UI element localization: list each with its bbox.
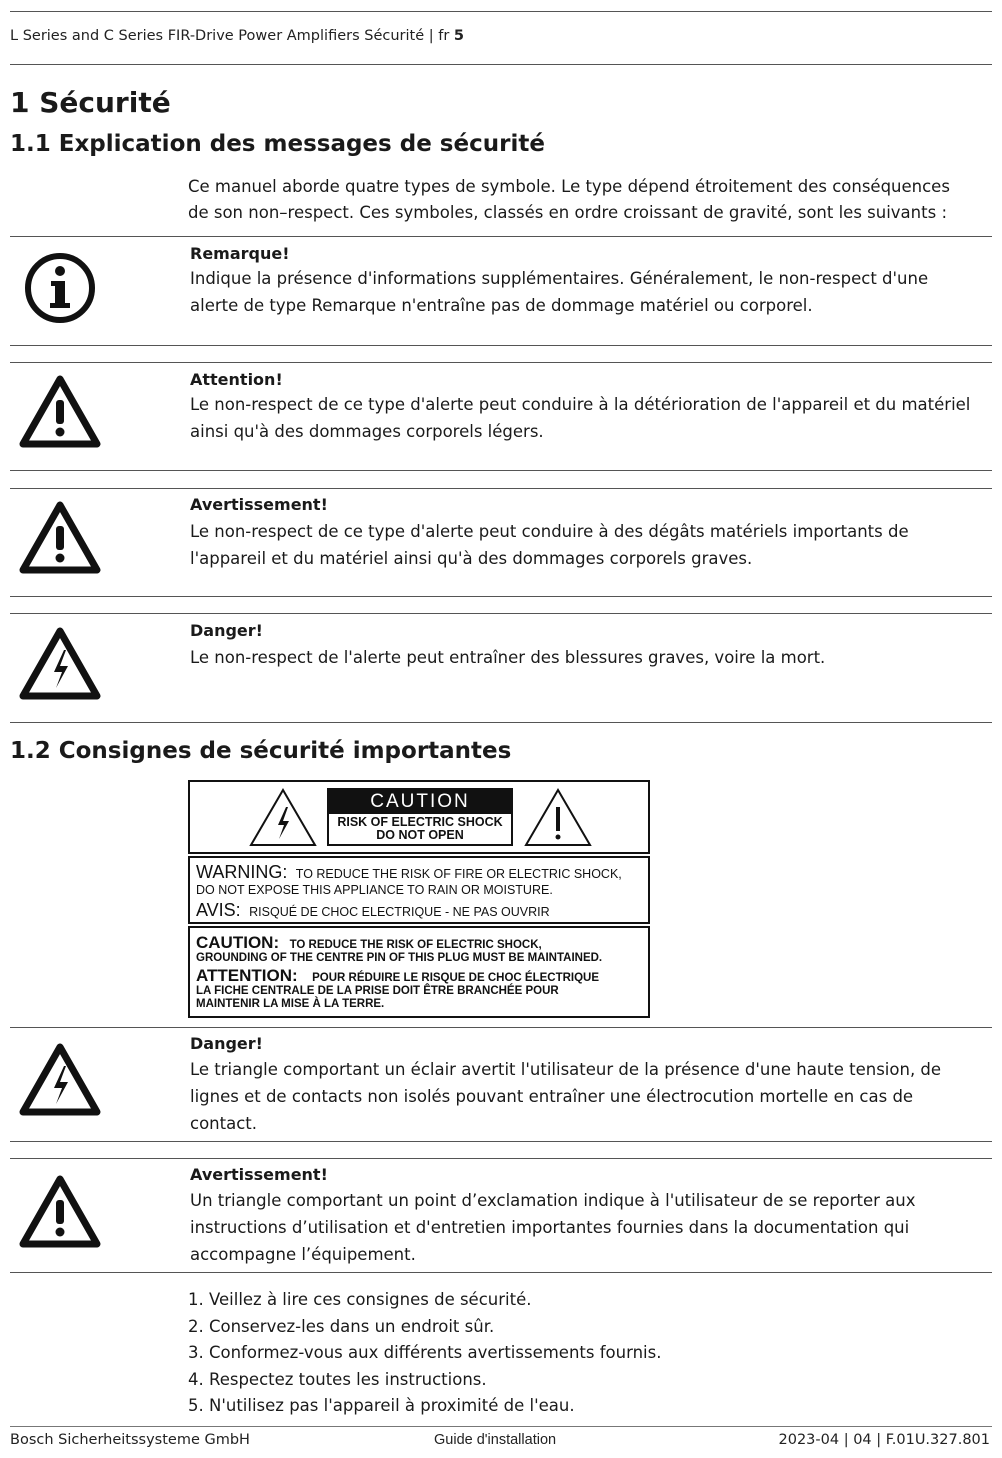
notice-rule [10,1272,992,1273]
notice-line: lignes et de contacts non isolés pouvant entraîner une électrocution mortelle en cas de [190,1087,914,1106]
notice-body [190,644,990,671]
caution-label-warning-box [188,856,650,924]
notice-line: contact. [190,1114,257,1133]
notice-line: Le non-respect de ce type d'alerte peut conduire à la détérioration de l'appareil et du matériel [190,395,971,414]
notice-title: Danger! [190,1034,263,1053]
notice-rule [10,613,992,614]
page-number: 5 [453,28,465,44]
notice-line: instructions d’utilisation et d'entretien importantes fournies dans la documentation qui [190,1218,910,1237]
notice-rule [10,236,992,237]
header-top-rule [10,11,992,12]
warning-triangle-icon [523,787,593,847]
caution-label [188,780,650,1018]
subsection-title: 1.2 Consignes de sécurité importantes [10,738,512,764]
footer-rule [10,1426,992,1427]
caution-badge [327,788,513,846]
notice-rule [10,1141,992,1142]
warning-line [196,862,622,883]
warning-text: DO NOT EXPOSE THIS APPLIANCE TO RAIN OR MOISTURE. [196,883,553,897]
notice-line: alerte de type Remarque n'entraîne pas de dommage matériel ou corporel. [190,296,813,315]
list-item: 2. Conservez-les dans un endroit sûr. [188,1316,495,1336]
notice-title: Danger! [190,621,263,640]
running-header [10,28,464,44]
caution-risk-line: DO NOT OPEN [376,828,464,842]
notice-rule [10,596,992,597]
notice-body [190,1056,990,1137]
electric-shock-icon [18,622,102,706]
header-text: L Series and C Series FIR-Drive Power Amplifiers Sécurité | fr [10,28,450,44]
safety-instructions-list [188,1290,661,1423]
footer-doc-type: Guide d'installation [434,1432,557,1448]
attention-line [196,966,599,986]
avis-line [196,900,550,921]
warning-head: WARNING: [196,862,288,882]
footer-doc-id: 2023-04 | 04 | F.01U.327.801 [778,1432,990,1448]
notice-rule [10,488,992,489]
caution-text: GROUNDING OF THE CENTRE PIN OF THIS PLUG MUST BE MAINTAINED. [196,952,603,964]
avis-text: RISQUÉ DE CHOC ELECTRIQUE - NE PAS OUVRIR [249,905,550,919]
notice-title: Avertissement! [190,495,328,514]
warning-triangle-icon [18,496,102,580]
caution-banner: CAUTION [329,790,511,814]
intro-line: de son non–respect. Ces symboles, classés en ordre croissant de gravité, sont les suivants : [188,203,947,222]
intro-paragraph [188,174,988,226]
notice-line: ainsi qu'à des dommages corporels légers. [190,422,544,441]
caution-head: CAUTION: [196,933,280,952]
electric-shock-icon [18,1038,102,1122]
notice-rule [10,362,992,363]
list-item: 5. N'utilisez pas l'appareil à proximité de l'eau. [188,1396,575,1415]
caution-line [196,933,542,953]
caution-label-top-box [188,780,650,854]
caution-label-ground-box [188,926,650,1018]
notice-line: l'appareil et du matériel ainsi qu'à des dommages corporels graves. [190,549,753,568]
info-icon [18,246,102,330]
warning-triangle-icon [18,1170,102,1254]
attention-text: MAINTENIR LA MISE À LA TERRE. [196,998,385,1010]
attention-text: LA FICHE CENTRALE DE LA PRISE DOIT ÊTRE BRANCHÉE POUR [196,985,559,997]
notice-body [190,391,990,445]
list-item: 3. Conformez-vous aux différents avertissements fournis. [188,1343,662,1362]
notice-title: Attention! [190,370,283,389]
notice-rule [10,1027,992,1028]
subsection-title: 1.1 Explication des messages de sécurité [10,131,545,157]
notice-title: Remarque! [190,244,290,263]
notice-rule [10,722,992,723]
notice-line: Le non-respect de l'alerte peut entraîner des blessures graves, voire la mort. [190,648,826,667]
notice-rule [10,1158,992,1159]
notice-body [190,1187,990,1268]
header-bottom-rule [10,64,992,65]
notice-body [190,265,990,319]
section-title: 1 Sécurité [10,86,171,119]
notice-rule [10,470,992,471]
list-item: 1. Veillez à lire ces consignes de sécurité. [188,1290,532,1309]
notice-rule [10,345,992,346]
notice-line: accompagne l’équipement. [190,1245,416,1264]
attention-text: POUR RÉDUIRE LE RISQUE DE CHOC ÉLECTRIQUE [312,972,600,984]
notice-body [190,518,990,572]
avis-head: AVIS: [196,900,241,920]
notice-line: Un triangle comportant un point d’exclamation indique à l'utilisateur de se reporter aux [190,1191,916,1210]
caution-risk-line: RISK OF ELECTRIC SHOCK [337,815,503,829]
notice-line: Le triangle comportant un éclair avertit l'utilisateur de la présence d'une haute tension, de [190,1060,942,1079]
footer-company: Bosch Sicherheitssysteme GmbH [10,1432,250,1448]
notice-line: Le non-respect de ce type d'alerte peut conduire à des dégâts matériels importants de [190,522,909,541]
notice-line: Indique la présence d'informations supplémentaires. Généralement, le non-respect d'une [190,269,929,288]
warning-text: TO REDUCE THE RISK OF FIRE OR ELECTRIC SHOCK, [295,867,622,881]
intro-line: Ce manuel aborde quatre types de symbole. Le type dépend étroitement des conséquences [188,177,950,196]
list-item: 4. Respectez toutes les instructions. [188,1369,487,1389]
notice-title: Avertissement! [190,1165,328,1184]
attention-head: ATTENTION: [196,966,298,985]
caution-text: TO REDUCE THE RISK OF ELECTRIC SHOCK, [289,939,542,951]
warning-triangle-icon [18,370,102,454]
electric-shock-icon [248,787,318,847]
